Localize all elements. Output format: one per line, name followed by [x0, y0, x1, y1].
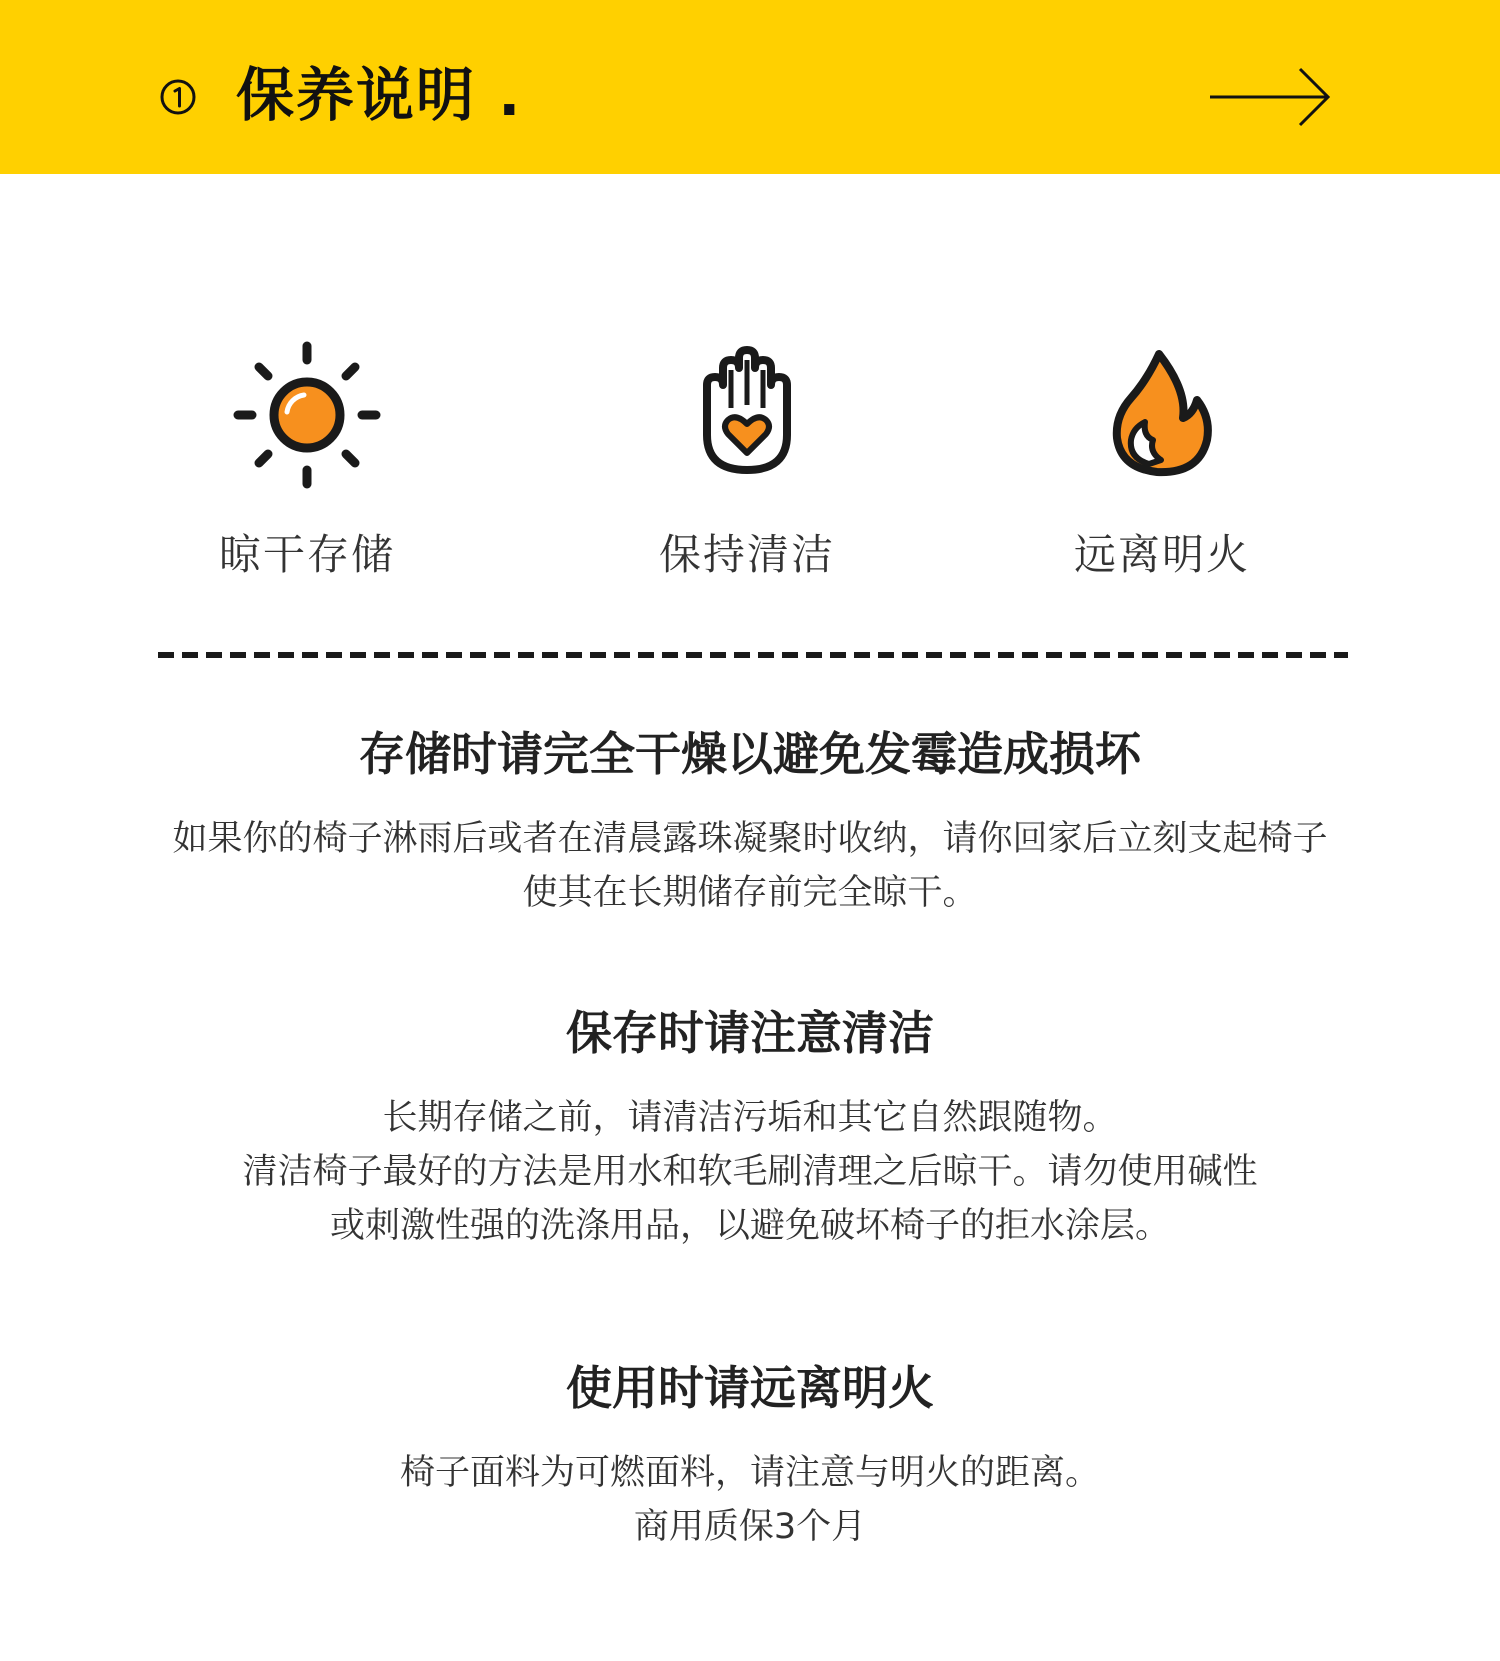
section-title-clean: 保存时请注意清洁 [566, 1006, 934, 1060]
body-line: 商用质保3个月 [633, 1507, 867, 1547]
dashed-divider [158, 651, 1348, 659]
arrow-right-icon[interactable] [1208, 66, 1332, 128]
section-body-fire [80, 1446, 1420, 1554]
body-line: 清洁椅子最好的方法是用水和软毛刷清理之后晾干。请勿使用碱性 [242, 1152, 1258, 1192]
page-title: 保养说明 . [236, 61, 523, 129]
header-banner [0, 0, 1500, 174]
circled-number-one-icon [160, 79, 196, 115]
sun-icon [232, 340, 382, 490]
section-body-dry [80, 812, 1420, 920]
body-line: 长期存储之前，请清洁污垢和其它自然跟随物。 [382, 1098, 1118, 1138]
flame-icon [1087, 340, 1237, 490]
feature-keep-clean [597, 340, 897, 579]
body-line: 椅子面料为可燃面料，请注意与明火的距离。 [399, 1453, 1100, 1493]
section-title-dry: 存储时请完全干燥以避免发霉造成损坏 [359, 727, 1141, 781]
body-line: 如果你的椅子淋雨后或者在清晨露珠凝聚时收纳，请你回家后立刻支起椅子 [172, 819, 1328, 859]
section-title-fire: 使用时请远离明火 [566, 1361, 934, 1415]
feature-label: 晾干存储 [218, 530, 395, 579]
feature-dry-storage [157, 340, 457, 579]
feature-label: 远离明火 [1073, 530, 1250, 579]
section-body-clean [80, 1091, 1420, 1253]
feature-label: 保持清洁 [658, 530, 835, 579]
hand-heart-icon [672, 340, 822, 490]
body-line: 或刺激性强的洗涤用品，以避免破坏椅子的拒水涂层。 [329, 1206, 1170, 1246]
feature-keep-from-fire [1012, 340, 1312, 579]
body-line: 使其在长期储存前完全晾干。 [522, 873, 978, 913]
